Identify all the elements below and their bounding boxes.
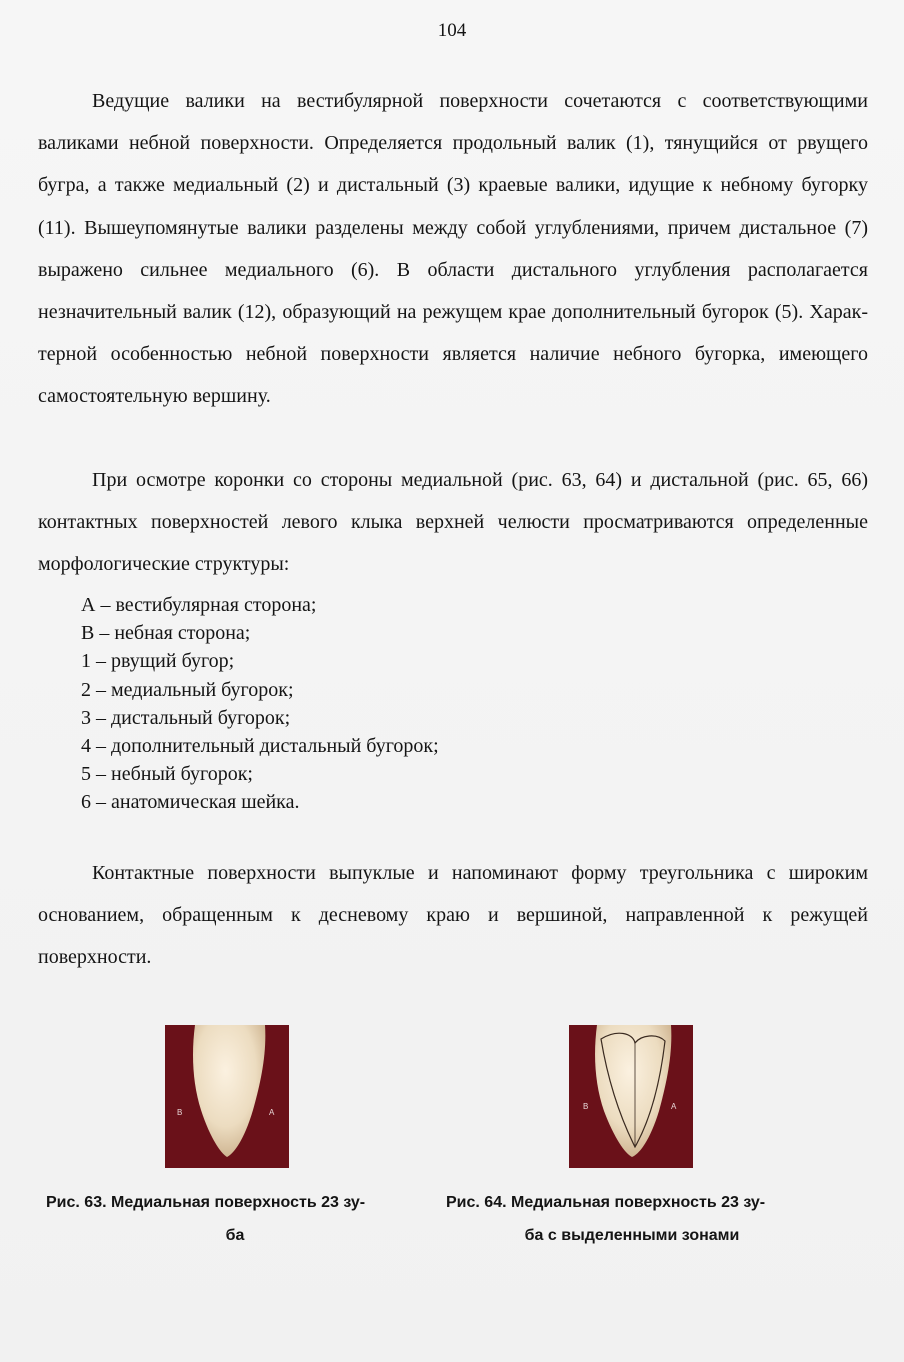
caption-line: ба	[225, 1227, 245, 1244]
legend-item: 4 – дополнительный дистальный бугорок;	[81, 735, 439, 758]
legend-item: 6 – анатомическая шейка.	[81, 791, 300, 814]
figure-64-tooth-photo-zones	[569, 1025, 693, 1168]
label-a: A	[269, 1108, 275, 1117]
legend-item: 3 – дистальный бугорок;	[81, 706, 291, 729]
tooth-medial-surface-zones-image	[569, 1025, 693, 1168]
caption-line: Рис. 64. Медиальная поверхность 23 зу-	[446, 1194, 766, 1211]
page-number: 104	[437, 20, 467, 41]
legend-item: А – вестибулярная сторона;	[81, 594, 317, 616]
label-a: A	[671, 1102, 677, 1111]
paragraph-contact-surface-shape: Контактные поверхности выпуклые и напоминают форму треугольника с широким основанием, обращенным к десневому краю и вершиной, направленной к режущей поверхности.	[38, 862, 868, 969]
figure-63-caption	[40, 1186, 430, 1252]
paragraph-contact-surfaces-intro: При осмотре коронки со стороны медиальной (рис. 63, 64) и дистальной (рис. 65, 66) контактных поверхностей левого клыка верхней челюсти просматриваются определенные морфологические структуры:	[38, 469, 868, 576]
figure-63-tooth-photo	[165, 1025, 289, 1168]
figure-64-caption	[432, 1186, 832, 1252]
label-b: B	[177, 1108, 183, 1117]
structure-legend	[81, 591, 439, 817]
legend-item: 5 – небный бугорок;	[81, 763, 253, 786]
caption-line: ба с выделенными зонами	[524, 1227, 740, 1244]
tooth-medial-surface-image	[165, 1025, 289, 1168]
legend-item: 2 – медиальный бугорок;	[81, 678, 294, 701]
legend-item: В – небная сторона;	[81, 622, 251, 645]
label-b: B	[583, 1102, 589, 1111]
caption-line: Рис. 63. Медиальная поверхность 23 зу-	[46, 1194, 366, 1211]
legend-item: 1 – рвущий бугор;	[81, 650, 235, 673]
paragraph-vestibular-palatal-ridges: Ведущие валики на вестибулярной поверхности сочетаются с соответствующими валиками небной поверхности. Определяется продольный валик (1), тянущийся от рвущего бугра, а также медиальный (2) и дистальный (3) краевые валики, идущие к небному бугорку (11). Вышеупомянутые валики разделены между собой углублениями, причем дистальное (7) выражено сильнее медиального (6). В области дистального углубления располагается незначительный валик (12), образующий на режущем крае дополнительный бугорок (5). Характерной особенностью небной поверхности является наличие небного бугорка, имеющего самостоятельную вершину.	[38, 90, 868, 408]
